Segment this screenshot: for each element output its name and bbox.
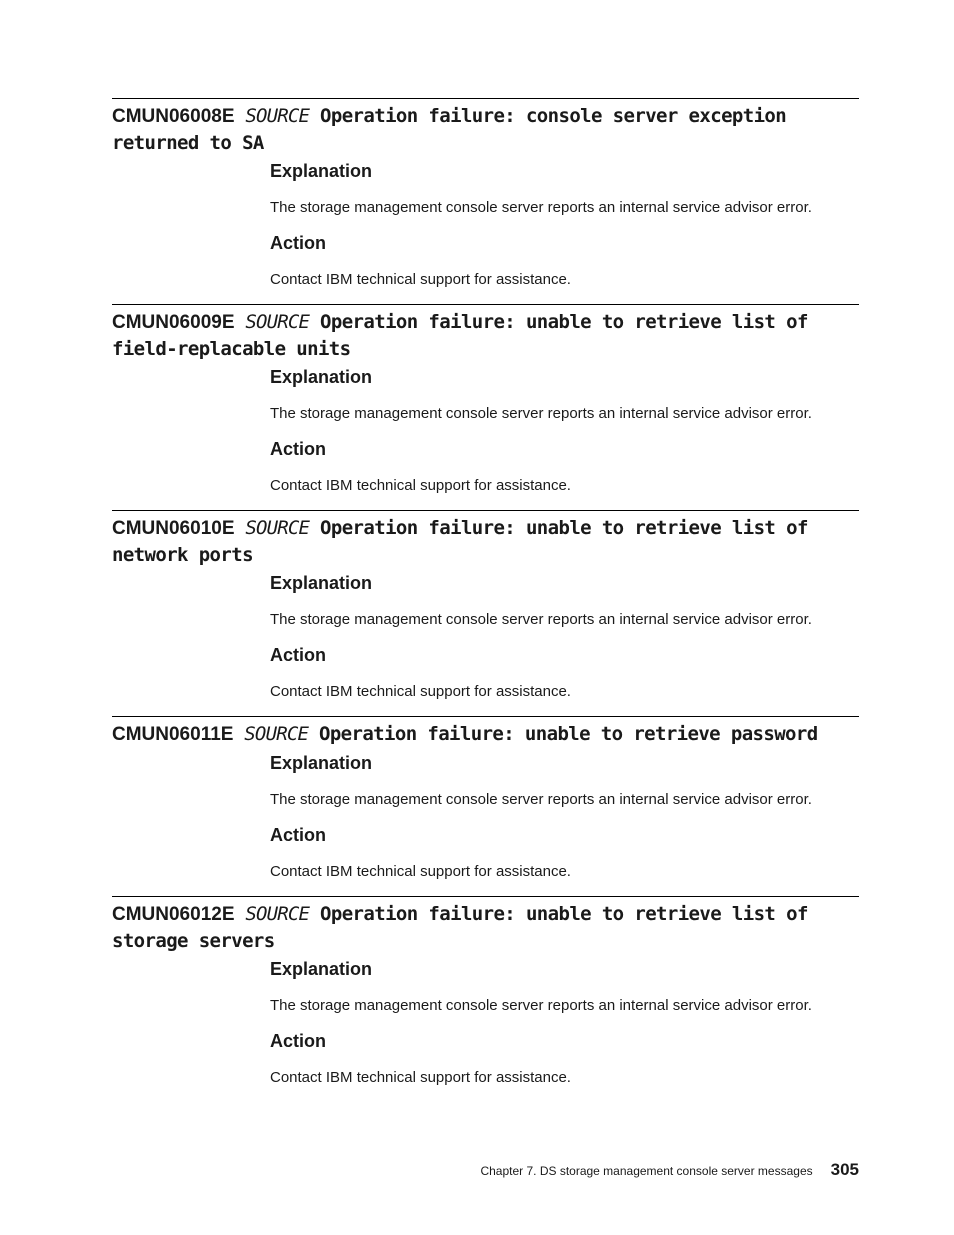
action-heading: Action xyxy=(270,825,326,845)
message-body xyxy=(270,366,859,496)
explanation-heading: Explanation xyxy=(270,959,373,979)
page-footer xyxy=(462,1160,859,1184)
message-text: Operation failure: unable to retrieve list of field-replacable units xyxy=(112,311,808,360)
explanation-text: The storage management console server reports an internal service advisor error. xyxy=(270,199,812,216)
explanation-text: The storage management console server reports an internal service advisor error. xyxy=(270,791,812,808)
message-entry xyxy=(112,510,859,702)
source-variable: SOURCE xyxy=(244,723,309,745)
action-text: Contact IBM technical support for assistance. xyxy=(270,683,571,700)
chapter-title: Chapter 7. DS storage management console server messages xyxy=(480,1164,813,1178)
message-id: CMUN06012E xyxy=(112,904,235,925)
message-body xyxy=(270,160,859,290)
source-variable: SOURCE xyxy=(245,517,310,539)
page-number: 305 xyxy=(830,1160,859,1179)
source-variable: SOURCE xyxy=(245,105,310,127)
explanation-text: The storage management console server reports an internal service advisor error. xyxy=(270,997,812,1014)
message-id: CMUN06009E xyxy=(112,312,235,333)
explanation-text: The storage management console server reports an internal service advisor error. xyxy=(270,405,812,422)
explanation-heading: Explanation xyxy=(270,367,373,387)
message-text: Operation failure: console server exception returned to SA xyxy=(112,105,787,154)
message-heading xyxy=(112,721,859,748)
explanation-text: The storage management console server reports an internal service advisor error. xyxy=(270,611,812,628)
message-heading xyxy=(112,103,859,156)
action-text: Contact IBM technical support for assistance. xyxy=(270,863,571,880)
message-heading xyxy=(112,901,859,954)
message-entry xyxy=(112,716,859,882)
source-variable: SOURCE xyxy=(245,903,310,925)
message-body xyxy=(270,752,859,882)
message-text: Operation failure: unable to retrieve list of storage servers xyxy=(112,903,808,952)
action-heading: Action xyxy=(270,645,326,665)
message-id: CMUN06010E xyxy=(112,518,235,539)
action-text: Contact IBM technical support for assistance. xyxy=(270,477,571,494)
message-heading xyxy=(112,309,859,362)
action-heading: Action xyxy=(270,233,326,253)
explanation-heading: Explanation xyxy=(270,161,373,181)
message-text: Operation failure: unable to retrieve list of network ports xyxy=(112,517,808,566)
message-list xyxy=(112,98,859,1088)
message-body xyxy=(270,958,859,1088)
message-id: CMUN06011E xyxy=(112,724,234,745)
message-entry xyxy=(112,304,859,496)
action-text: Contact IBM technical support for assistance. xyxy=(270,271,571,288)
message-id: CMUN06008E xyxy=(112,106,235,127)
message-body xyxy=(270,572,859,702)
source-variable: SOURCE xyxy=(245,311,310,333)
action-text: Contact IBM technical support for assistance. xyxy=(270,1069,571,1086)
explanation-heading: Explanation xyxy=(270,753,373,773)
message-heading xyxy=(112,515,859,568)
explanation-heading: Explanation xyxy=(270,573,373,593)
message-entry xyxy=(112,98,859,290)
message-entry xyxy=(112,896,859,1088)
message-text: Operation failure: unable to retrieve password xyxy=(318,723,818,745)
action-heading: Action xyxy=(270,439,326,459)
action-heading: Action xyxy=(270,1031,326,1051)
